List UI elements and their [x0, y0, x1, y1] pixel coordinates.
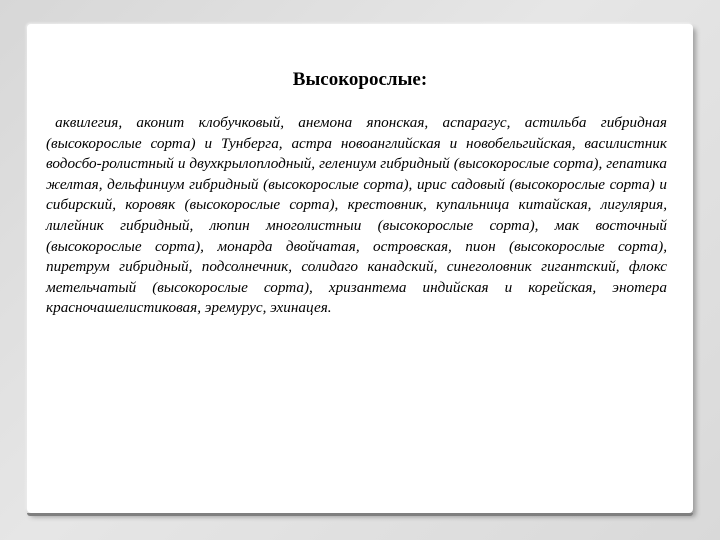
- slide-body-text: аквилегия, аконит клобучковый, анемона японская, аспарагус, астильба гибридная (высокорослые сорта) и Тунберга, астра новоанглийская и новобельгийская, василистник водосбо-ролистный и двухкрылоплодный, гелениум гибридный (высокорослые сорта), гепатика желтая, дельфиниум гибридный (высокорослые сорта), ирис садовый (высокорослые сорта) и сибирский, коровяк (высокорослые сорта), крестовник, купальница китайская, лигулярия, лилейник гибридный, люпин многолистныи (высокорослые сорта), мак восточный (высокорослые сорта), монарда двойчатая, островская, пион (высокорослые сорта), пиретрум гибридный, подсолнечник, солидаго канадский, синеголовник гигантский, флокс метельчатый (высокорослые сорта), хризантема индийская и корейская, энотера красночашелистиковая, эремурус, эхинацея.: [46, 114, 667, 317]
- slide-card: [27, 24, 693, 513]
- slide-title: Высокорослые:: [292, 69, 428, 90]
